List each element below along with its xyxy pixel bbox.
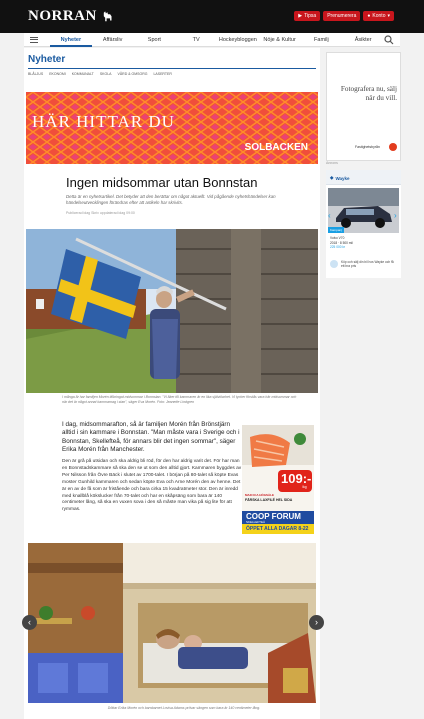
bed-photo-illustration xyxy=(28,543,316,703)
coop-tag: MAXI ICA HÖGSÄLE xyxy=(245,493,275,497)
gallery-next-button[interactable]: › xyxy=(309,615,324,630)
wayke-icon: ◆ xyxy=(330,175,334,180)
widget-footer[interactable] xyxy=(330,260,398,268)
coop-item: FÄRSKA LAXFILÉ HEL SIDA xyxy=(245,498,293,502)
sidebar-ad-text: Fotografera nu, sälj när du vill. xyxy=(340,85,397,102)
coop-ad[interactable] xyxy=(242,425,314,534)
car-icon xyxy=(330,260,338,268)
article-body: Den är grå på utsidan och ska aldrig bli röd, för den har aldrig varit det. För har man en Bonnstadskammare så ska den se ut som den alltid gjort. Kammaren byggdes av Per Nilsson från Övre Bäck i slutet av 1700-talet. I början på 80-talet så köpte Evas moster Gunhild kammaren och sedan köpte Eva och Arne Morén den av henne. Det är en av de få som är fristående och bara cirka 15 kvadratmeter stor. Den är inredd med knallblå kökslucker från 70-talet och har en skåpsäng som bara är 140 centimeter lång, så ska en vuxen sova i den så måste man vika på sig lite för att rymmas. xyxy=(62,459,242,513)
main-nav xyxy=(24,33,400,47)
main-content xyxy=(24,48,320,719)
site-logo[interactable] xyxy=(28,8,115,25)
banner-subline: SOLBACKEN xyxy=(244,142,308,153)
logo-text: NORRAN xyxy=(28,8,97,24)
widget-next-icon[interactable]: › xyxy=(394,211,397,220)
user-icon: ● xyxy=(367,13,371,19)
nav-item-nyheter[interactable]: Nyheter xyxy=(50,33,92,47)
chevron-down-icon: ▾ xyxy=(387,13,390,19)
search-icon[interactable] xyxy=(384,35,394,45)
gallery-prev-button[interactable]: ‹ xyxy=(22,615,37,630)
subscribe-label: Prenumerera xyxy=(327,13,357,19)
banner-ad[interactable] xyxy=(26,92,318,164)
section-subnav xyxy=(28,72,172,76)
banner-headline: HÄR HITTAR DU xyxy=(32,112,175,131)
hamburger-icon[interactable] xyxy=(30,35,38,44)
coop-unit: /kg xyxy=(302,485,307,489)
nav-item-tv[interactable]: TV xyxy=(192,36,200,43)
article-byline: Publicerad idag Skriv uppdaterad idag 09:00 xyxy=(66,211,135,215)
article-photo-flag[interactable] xyxy=(26,229,318,393)
subnav-item[interactable]: LASERTER xyxy=(153,72,172,76)
flag-photo-illustration xyxy=(26,229,318,393)
nav-item-asikter[interactable]: Åsikter xyxy=(354,36,372,43)
sidebar-ad[interactable] xyxy=(326,52,401,161)
coop-brand: COOP FORUM xyxy=(246,512,301,521)
article-photo-bed[interactable] xyxy=(28,543,316,703)
widget-badge: Kampanj xyxy=(330,228,342,232)
photo-caption-2: Döttar Erika Morén och barnbarnet Lovisa Adams prövar sängen som bara är 140 centimeter lång. xyxy=(107,706,261,710)
subnav-item[interactable]: EKONOMI xyxy=(49,72,66,76)
coop-price: 109:- xyxy=(281,471,312,486)
account-button[interactable] xyxy=(363,11,394,21)
top-bar xyxy=(0,0,424,33)
subscribe-button[interactable] xyxy=(323,11,360,21)
widget-logo xyxy=(330,175,350,181)
nav-item-familj[interactable]: Familj xyxy=(314,36,329,43)
moose-icon xyxy=(101,10,115,24)
article-headline: Ingen midsommar utan Bonnstan xyxy=(66,175,258,190)
wayke-widget[interactable] xyxy=(326,170,401,278)
widget-footer-text: Köp och sälj din bil hos Wayke och få ett bra pris xyxy=(341,260,394,269)
video-icon: ▶ xyxy=(298,13,303,19)
section-title[interactable]: Nyheter xyxy=(28,54,66,65)
nav-item-hockeybloggen[interactable]: Hockeybloggen xyxy=(218,36,257,43)
article-lead: I dag, midsommarafton, så är familjen Morén från Brönstjärn alltid i sin kammare i Bonnstan. "Man måste vara i Sverige och i Bonnstan, Skellefteå, för annars blir det ingen sommar", säger Erika Morén från Manchester. xyxy=(62,421,240,453)
photo-caption: I många år har familjen Morén tillbringat midsommar i Bonnstan. "Vi åker till kammaren är en lika självklarhet. Vi tycker förstås vara här midsommar och när det är något annat kammarnag i stan", säger Eva Morén. Foto: Jeanette Lindgren xyxy=(62,395,297,404)
tipsa-button[interactable] xyxy=(294,11,320,21)
subnav-item[interactable]: KOMMUNALT xyxy=(71,72,94,76)
subnav-item[interactable]: BLÅLJUS xyxy=(28,72,44,76)
section-divider xyxy=(28,68,316,69)
coop-brand-sub: SKELLEFTEÅ xyxy=(246,520,266,524)
car-price: 225 000 kr xyxy=(330,245,346,249)
article-ingress: Detta är en nyhetsartikel. Det betyder att den berättar om något aktuellt. Vid pågående nyhetshändelser kan händelseutvecklingen förändras efter att artikeln har skrivits. xyxy=(66,194,276,205)
widget-prev-icon[interactable]: ‹ xyxy=(328,211,331,220)
car-name: Volvo V70 xyxy=(330,236,345,240)
widget-brand: Wayke xyxy=(335,175,350,181)
nav-item-affarsliv[interactable]: Affärsliv xyxy=(102,36,123,43)
widget-header xyxy=(326,170,401,185)
nav-item-noje-kultur[interactable]: Nöje & Kultur xyxy=(263,36,296,43)
sidebar-ad-brand: Fastighetsbyrån xyxy=(355,145,380,149)
nav-item-sport[interactable]: Sport xyxy=(147,36,161,43)
ad-label: Annons xyxy=(326,161,338,165)
brand-logo-icon xyxy=(389,143,397,151)
account-label: Konto xyxy=(372,13,386,19)
subnav-item[interactable]: SKOLA xyxy=(99,72,112,76)
widget-car-info xyxy=(330,236,353,250)
car-meta: 2018 · 8 500 mil xyxy=(330,240,353,245)
tipsa-label: Tipsa xyxy=(304,13,317,19)
coop-hours: ÖPPET ALLA DAGAR 8-22 xyxy=(246,526,309,532)
subnav-item[interactable]: VÅRD & OMSORG xyxy=(117,72,148,76)
